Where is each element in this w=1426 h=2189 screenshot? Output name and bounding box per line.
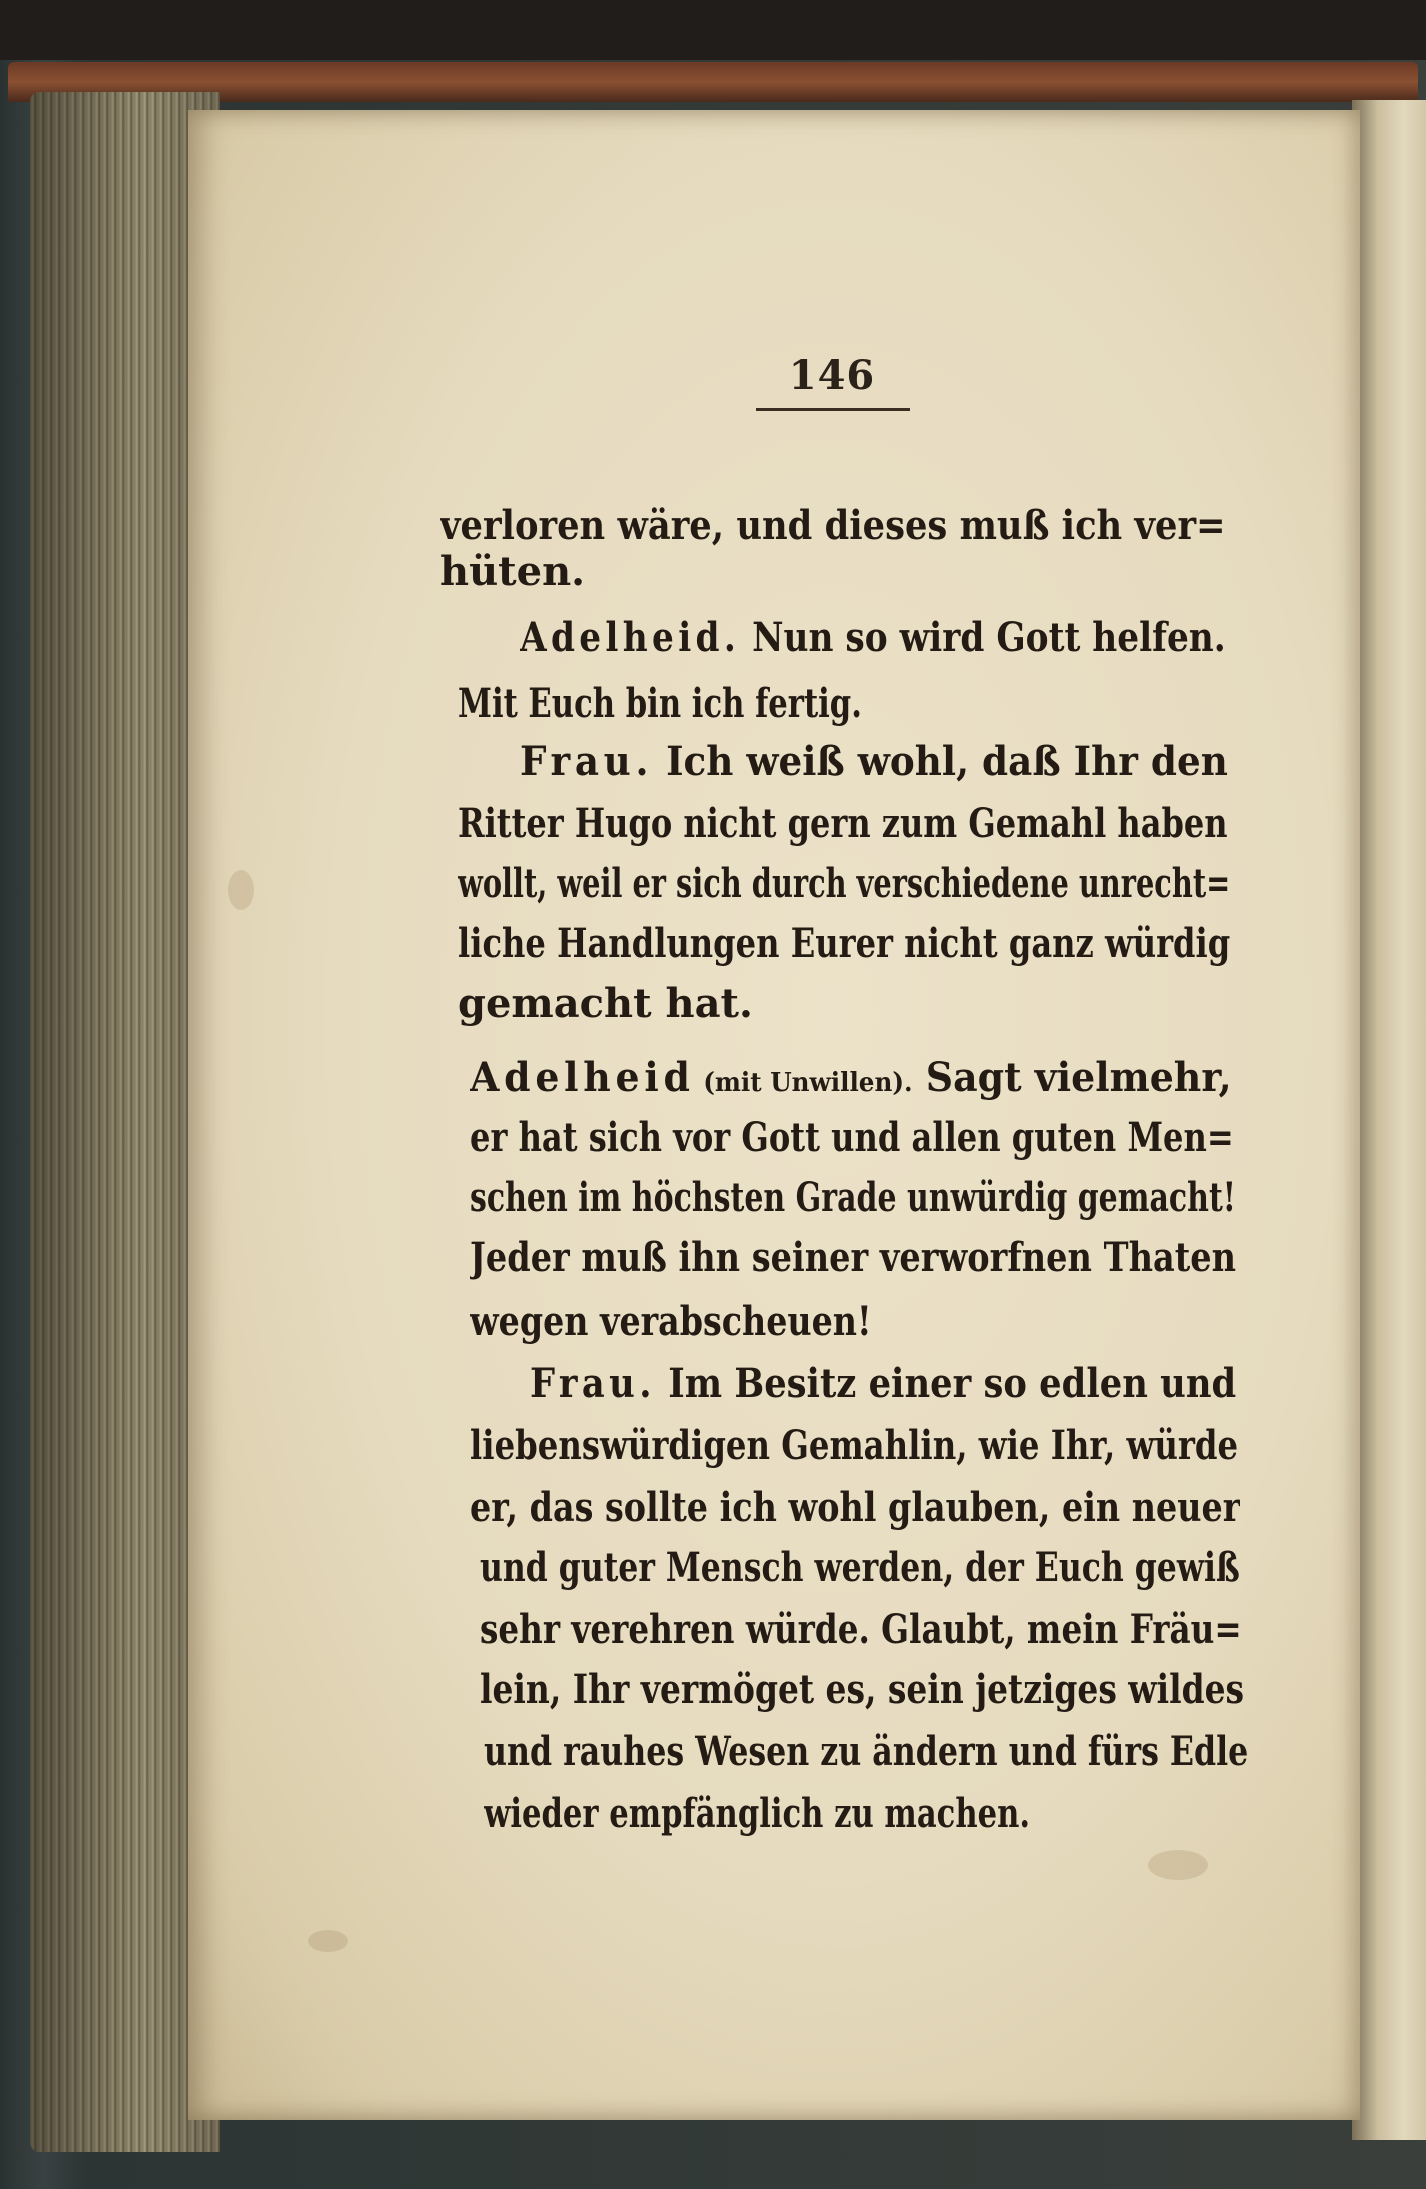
line-text: lein, Ihr vermöget es, sein jetziges wildes xyxy=(480,1666,1244,1713)
text-line xyxy=(458,972,770,1036)
line-text: Ich weiß wohl, daß Ihr den xyxy=(653,738,1228,785)
line-text: liche Handlungen Eurer nicht ganz würdig xyxy=(458,920,1230,967)
text-line xyxy=(458,672,862,736)
text-line xyxy=(530,1352,1236,1416)
line-text: gemacht hat. xyxy=(458,980,753,1027)
text-line xyxy=(520,730,1228,794)
text-line xyxy=(470,1226,1236,1290)
speaker-name: Frau. xyxy=(530,1360,656,1407)
text-line xyxy=(484,1720,1248,1784)
line-text: Mit Euch bin ich fertig. xyxy=(458,680,862,727)
page-number-rule xyxy=(756,408,910,411)
text-line xyxy=(520,606,1226,670)
text-line xyxy=(480,1536,1240,1600)
line-text: er, das sollte ich wohl glauben, ein neuer xyxy=(470,1484,1240,1531)
paper-stain xyxy=(308,1930,348,1952)
line-text: wieder empfänglich zu machen. xyxy=(484,1790,1030,1837)
line-text: wegen verabscheuen! xyxy=(470,1298,872,1345)
text-line xyxy=(470,1166,1236,1230)
line-text: Sagt vielmehr, xyxy=(912,1054,1232,1101)
facing-page-edge xyxy=(1352,100,1426,2140)
stage-direction: (mit Unwillen). xyxy=(694,1068,913,1098)
text-line xyxy=(470,1106,1234,1170)
line-text: und rauhes Wesen zu ändern und fürs Edle xyxy=(484,1728,1248,1775)
paper-stain xyxy=(228,870,254,910)
line-text: schen im höchsten Grade unwürdig gemacht! xyxy=(470,1174,1236,1221)
text-line xyxy=(480,1658,1244,1722)
speaker-name: Adelheid. xyxy=(520,614,741,661)
page-number: 146 xyxy=(788,352,876,399)
text-line xyxy=(470,1290,872,1354)
speaker-name: Adelheid xyxy=(470,1054,695,1101)
line-text: wollt, weil er sich durch verschiedene unrecht= xyxy=(458,860,1230,907)
line-text: Ritter Hugo nicht gern zum Gemahl haben xyxy=(458,800,1228,847)
line-text: sehr verehren würde. Glaubt, mein Fräu= xyxy=(480,1606,1242,1653)
text-line xyxy=(470,1476,1240,1540)
text-line xyxy=(458,912,1230,976)
line-text: liebenswürdigen Gemahlin, wie Ihr, würde xyxy=(470,1422,1238,1469)
paper-stain xyxy=(1148,1850,1208,1880)
line-text: Jeder muß ihn seiner verworfnen Thaten xyxy=(470,1234,1236,1281)
line-text: Nun so wird Gott helfen. xyxy=(740,614,1226,661)
line-text: hüten. xyxy=(440,548,585,595)
text-line xyxy=(470,1414,1238,1478)
text-line xyxy=(458,792,1228,856)
speaker-name: Frau. xyxy=(520,738,654,785)
line-text: und guter Mensch werden, der Euch gewiß xyxy=(480,1544,1240,1591)
text-line xyxy=(440,540,585,604)
text-line xyxy=(458,852,1230,916)
line-text: Im Besitz einer so edlen und xyxy=(655,1360,1236,1407)
line-text: verloren wäre, und dieses muß ich ver= xyxy=(440,502,1226,549)
text-line xyxy=(480,1598,1242,1662)
line-text: er hat sich vor Gott und allen guten Men= xyxy=(470,1114,1234,1161)
text-line xyxy=(484,1782,1030,1846)
text-line xyxy=(470,1046,1232,1110)
